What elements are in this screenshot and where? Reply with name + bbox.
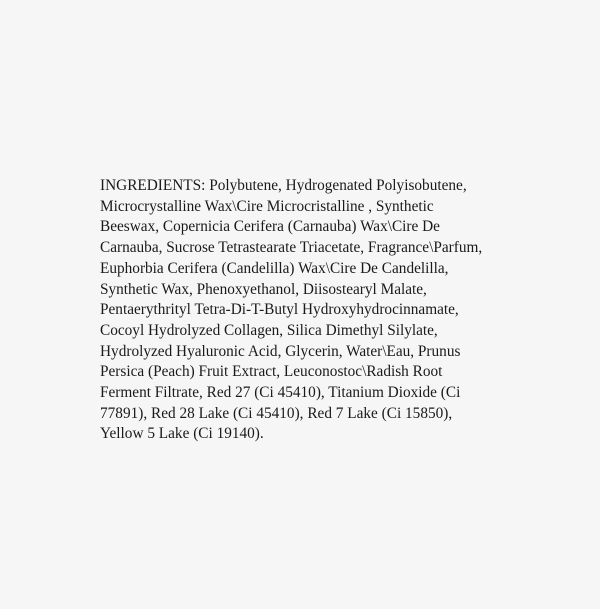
ingredients-line: Pentaerythrityl Tetra-Di-T-Butyl Hydroxyhydrocinnamate,: [100, 301, 459, 319]
ingredients-line: Yellow 5 Lake (Ci 19140).: [100, 425, 264, 443]
ingredients-line: Ferment Filtrate, Red 27 (Ci 45410), Titanium Dioxide (Ci: [100, 384, 461, 402]
ingredients-line: 77891), Red 28 Lake (Ci 45410), Red 7 Lake (Ci 15850),: [100, 404, 453, 422]
ingredients-line: Hydrolyzed Hyaluronic Acid, Glycerin, Water\Eau, Prunus: [100, 342, 461, 360]
ingredients-line: Cocoyl Hydrolyzed Collagen, Silica Dimethyl Silylate,: [100, 321, 438, 339]
ingredients-text: [100, 176, 520, 445]
ingredients-line: Beeswax, Copernicia Cerifera (Carnauba) Wax\Cire De: [100, 218, 440, 236]
ingredients-line: Euphorbia Cerifera (Candelilla) Wax\Cire De Candelilla,: [100, 259, 449, 277]
ingredients-line: Carnauba, Sucrose Tetrastearate Triacetate, Fragrance\Parfum,: [100, 239, 483, 257]
ingredients-line: Persica (Peach) Fruit Extract, Leuconostoc\Radish Root: [100, 363, 443, 381]
ingredients-line: Synthetic Wax, Phenoxyethanol, Diisostearyl Malate,: [100, 280, 427, 298]
ingredients-line: Microcrystalline Wax\Cire Microcristalline , Synthetic: [100, 197, 434, 215]
ingredients-line: INGREDIENTS: Polybutene, Hydrogenated Polyisobutene,: [100, 177, 467, 194]
